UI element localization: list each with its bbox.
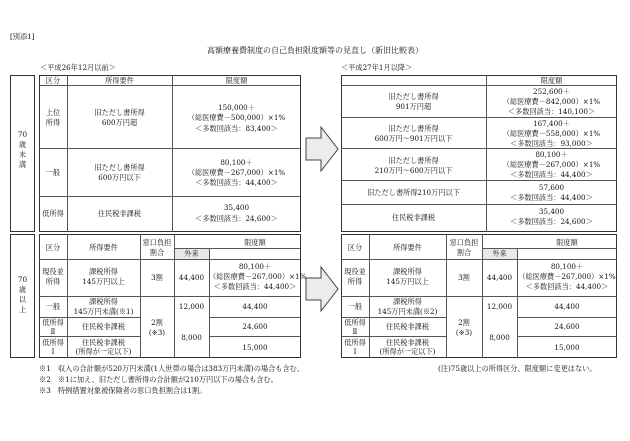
old-r1-req-2: 600万円超 (101, 118, 138, 127)
old-r2-category: 一般 (45, 168, 61, 177)
new-b-r1-limit-3: ＜多数回該当：44,400＞ (525, 282, 609, 291)
new-b-header-requirement: 所得要件 (393, 243, 422, 252)
old-r2-req-2: 600万円以下 (98, 173, 141, 182)
new-r2-req-2: 600万円～901万円以下 (374, 134, 453, 143)
new-r1-limit-1: 252,600＋ (533, 87, 570, 96)
old-r3-limit-2: ＜多数回該当：24,600＞ (195, 214, 278, 223)
old-r2-req-1: 旧ただし書所得 (94, 163, 145, 172)
old-b-r1-cat-2: 所得 (45, 277, 61, 286)
arrow-right-icon (305, 266, 339, 312)
new-b-outpatient-low: 8,000 (489, 333, 510, 342)
old-b-header-limit: 限度額 (244, 238, 266, 247)
new-b-header-limit: 限度額 (556, 238, 578, 247)
note-3: ※3 特例措置対象被保険者の窓口負担割合は1割。 (39, 386, 207, 395)
new-b-r1-limit-1: 80,100＋ (550, 262, 584, 271)
new-b-share-low-2: (※3) (455, 328, 473, 337)
new-r3-limit-1: 80,100＋ (535, 150, 568, 159)
old-b-r1-share: 3割 (151, 273, 163, 282)
new-r4-limit-1: 57,600 (538, 183, 565, 192)
old-b-r1-limit-2: （総医療費－267,000）×1% (209, 272, 307, 281)
old-r3-req: 住民税非課税 (97, 209, 142, 218)
old-b-r1-req-1: 課税所得 (89, 267, 118, 276)
old-b-r2-cat: 一般 (45, 302, 61, 311)
new-r1-req-1: 旧ただし書所得 (388, 92, 439, 101)
new-r5-req: 住民税非課税 (391, 213, 436, 222)
new-b-r1-limit-2: （総医療費－267,000）×1% (518, 272, 616, 281)
old-r1-category-1: 上位 (45, 108, 61, 117)
old-b-r3-limit: 24,600 (242, 322, 268, 331)
new-r2-limit-1: 167,400＋ (533, 119, 570, 128)
old-b-header-share-1: 窓口負担 (142, 238, 172, 247)
new-b-r2-limit: 44,400 (554, 302, 580, 311)
new-r5-limit-1: 35,400 (538, 207, 565, 216)
new-header-limit: 限度額 (540, 76, 563, 85)
old-b-header-share-2: 割合 (149, 248, 165, 257)
new-b-r2-req-2: 145万円未満(※2) (377, 307, 438, 316)
old-b-r4-req-1: 住民税非課税 (81, 338, 126, 347)
new-b-header-share-1: 窓口負担 (449, 238, 479, 247)
new-r5-limit-2: ＜多数回該当：24,600＞ (510, 217, 593, 226)
new-b-r1-req-2: 145万円以上 (386, 277, 429, 286)
new-r3-req-2: 210万円～600万円以下 (374, 166, 453, 175)
new-b-r2-req-1: 課税所得 (393, 297, 422, 306)
old-b-header-category: 区分 (45, 243, 61, 252)
old-b-r1-outpatient: 44,400 (178, 273, 205, 282)
old-r1-category-2: 所得 (45, 118, 61, 127)
old-r1-limit-2: （総医療費－500,000）×1% (187, 113, 286, 122)
attachment-label: [別添1] (10, 32, 35, 41)
old-header-requirement: 所得要件 (105, 76, 134, 85)
old-b-r2-req-1: 課税所得 (89, 297, 118, 306)
side-over70-4: 上 (18, 305, 27, 314)
new-b-r4-cat-1: 低所得 (344, 338, 366, 347)
new-b-r2-outpatient: 12,000 (486, 302, 513, 311)
note-2: ※2 ※1に加え、旧ただし書所得の合計額が210万円以下の場合も含む。 (39, 375, 278, 384)
old-b-r2-limit: 44,400 (242, 302, 268, 311)
old-b-r1-req-2: 145万円以上 (82, 277, 125, 286)
old-r1-limit-1: 150,000＋ (218, 103, 255, 112)
new-b-share-low-1: 2割 (458, 318, 470, 327)
side-under70-1: 70 (17, 130, 28, 139)
new-b-r4-req-2: (所得が一定以下) (379, 347, 436, 356)
new-b-r4-cat-2: Ⅰ (353, 347, 357, 356)
new-r3-limit-2: （総医療費－267,000）×1% (502, 160, 601, 169)
old-header-limit: 限度額 (225, 76, 248, 85)
old-b-r1-limit-1: 80,100＋ (238, 262, 272, 271)
new-b-r2-cat: 一般 (347, 302, 363, 311)
old-b-header-outpatient: 外来 (184, 249, 199, 258)
old-r3-limit-1: 35,400 (223, 203, 250, 212)
old-b-r1-limit-3: ＜多数回該当：44,400＞ (213, 282, 297, 291)
side-over70-3: 以 (18, 295, 27, 304)
old-b-r2-req-2: 145万円未満(※1) (73, 307, 134, 316)
new-r4-limit-2: ＜多数回該当：44,400＞ (510, 193, 593, 202)
new-r2-limit-2: （総医療費－558,000）×1% (502, 129, 601, 138)
old-b-r3-req: 住民税非課税 (81, 322, 126, 331)
old-r1-req-1: 旧ただし書所得 (94, 108, 145, 117)
new-b-r1-outpatient: 44,400 (486, 273, 513, 282)
new-r4-req: 旧ただし書所得210万円以下 (367, 188, 460, 197)
arrow-right-icon (305, 126, 339, 172)
old-r2-limit-1: 80,100＋ (220, 158, 253, 167)
new-b-r3-req: 住民税非課税 (385, 322, 430, 331)
new-b-r1-share: 3割 (458, 273, 470, 282)
old-r2-limit-2: （総医療費－267,000）×1% (187, 168, 286, 177)
new-r1-req-2: 901万円超 (395, 102, 432, 111)
old-r1-limit-3: ＜多数回該当：83,400＞ (195, 124, 278, 133)
page-title: 高額療養費制度の自己負担限度額等の見直し（新旧比較表） (207, 46, 423, 55)
old-r2-limit-3: ＜多数回該当：44,400＞ (195, 178, 278, 187)
new-b-r3-cat-1: 低所得 (344, 318, 366, 327)
old-b-r2-outpatient: 12,000 (178, 302, 205, 311)
period-new-label: ＜平成27年1月以降＞ (341, 63, 413, 72)
old-b-r4-req-2: (所得が一定以下) (75, 347, 132, 356)
new-r2-req-1: 旧ただし書所得 (388, 124, 439, 133)
old-b-r3-cat-1: 低所得 (42, 318, 64, 327)
new-b-header-outpatient: 外来 (492, 249, 507, 258)
new-b-r3-limit: 24,600 (554, 322, 580, 331)
old-b-r3-cat-2: Ⅱ (50, 327, 56, 336)
old-b-r1-cat-1: 現役並 (42, 267, 64, 276)
note-right: (注)75歳以上の所得区分、限度額に変更はない。 (438, 364, 597, 373)
old-b-r4-cat-2: Ⅰ (51, 347, 55, 356)
new-b-r1-cat-1: 現役並 (344, 267, 366, 276)
period-old-label: ＜平成26年12月以前＞ (40, 63, 116, 72)
new-b-header-share-2: 割合 (456, 248, 472, 257)
new-r1-limit-3: ＜多数回該当：140,100＞ (507, 107, 596, 116)
old-b-outpatient-low: 8,000 (181, 333, 202, 342)
new-r3-req-1: 旧ただし書所得 (388, 156, 439, 165)
old-b-r4-cat-1: 低所得 (42, 338, 64, 347)
old-b-r4-limit: 15,000 (242, 343, 268, 352)
old-b-header-requirement: 所得要件 (89, 243, 118, 252)
side-over70-2: 歳 (18, 285, 27, 294)
new-b-r4-limit: 15,000 (554, 343, 580, 352)
old-b-share-low-1: 2割 (151, 318, 163, 327)
old-header-category: 区分 (45, 76, 61, 85)
note-1: ※1 収入の合計額が520万円未満(1人世帯の場合は383万円未満)の場合も含む。 (39, 364, 305, 373)
new-b-r3-cat-2: Ⅱ (352, 327, 358, 336)
new-b-r1-cat-2: 所得 (347, 277, 363, 286)
new-b-r4-req-1: 住民税非課税 (385, 338, 430, 347)
new-r3-limit-3: ＜多数回該当：44,400＞ (510, 170, 593, 179)
side-under70-4: 満 (18, 160, 27, 169)
new-b-header-category: 区分 (347, 243, 363, 252)
new-b-r1-req-1: 課税所得 (393, 267, 422, 276)
side-under70-3: 未 (18, 150, 27, 159)
new-r2-limit-3: ＜多数回該当：93,000＞ (510, 139, 593, 148)
side-over70-1: 70 (17, 275, 28, 284)
side-under70-2: 歳 (18, 140, 27, 149)
old-r3-category: 低所得 (42, 209, 64, 218)
old-b-share-low-2: (※3) (148, 328, 166, 337)
new-r1-limit-2: （総医療費－842,000）×1% (502, 97, 601, 106)
